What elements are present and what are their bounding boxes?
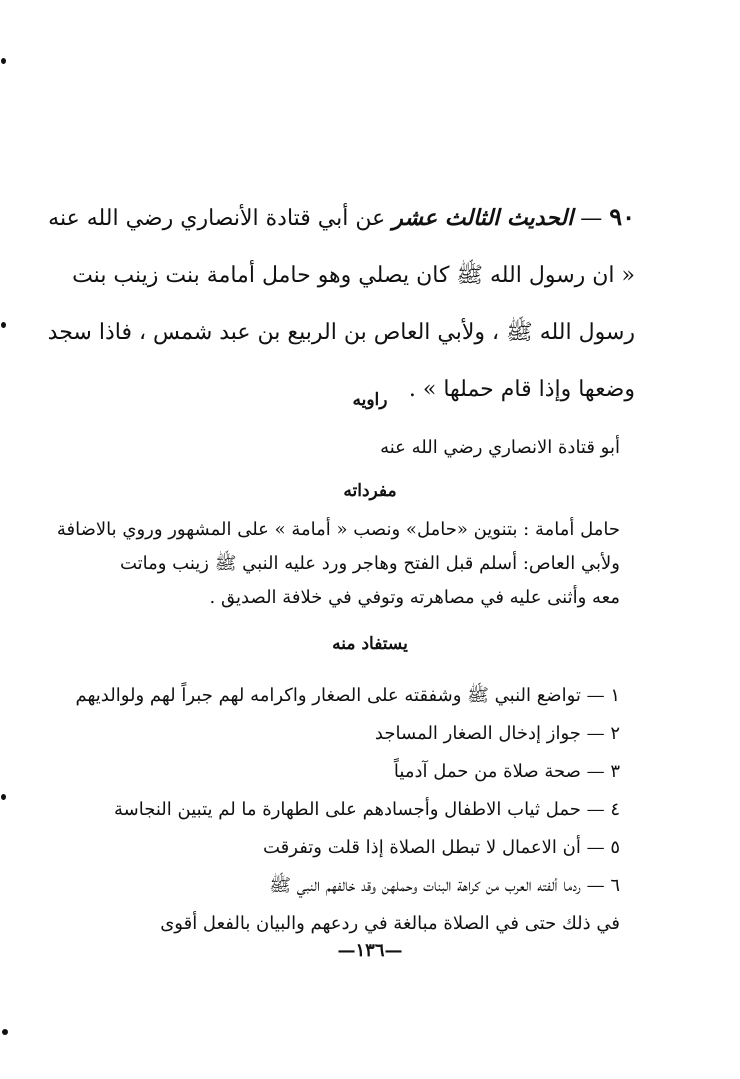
scan-speck — [2, 1029, 8, 1035]
vocab-heading: مفرداته — [343, 481, 397, 501]
hadith-text — [47, 188, 635, 418]
list-item: ٢ — جواز إدخال الصغار المساجد — [374, 723, 620, 744]
list-item: ٤ — حمل ثياب الاطفال وأجسادهم على الطهارة ما لم يتبين النجاسة — [114, 799, 620, 820]
page-number: —١٣٦— — [337, 940, 403, 961]
hadith-line: « ان رسول الله ﷺ كان يصلي وهو حامل أمامة بنت زينب بنت — [72, 263, 635, 288]
vocab-line: معه وأثنى عليه في مصاهرته وتوفي في خلافة الصديق . — [209, 587, 620, 608]
hadith-number: ٩٠ — [609, 202, 635, 231]
scan-speck — [1, 794, 6, 800]
narrator-text — [380, 437, 620, 458]
scan-speck — [1, 58, 6, 64]
list-item: في ذلك حتى في الصلاة مبالغة في ردعهم والبيان بالفعل أقوى — [160, 913, 620, 934]
narrator-line: أبو قتادة الانصاري رضي الله عنه — [380, 437, 620, 458]
benefits-list — [40, 677, 620, 943]
benefits-heading: يستفاد منه — [332, 634, 408, 654]
hadith-line: رسول الله ﷺ ، ولأبي العاص بن الربيع بن عبد شمس ، فاذا سجد — [47, 320, 635, 345]
hadith-line: وضعها وإذا قام حملها » . — [408, 377, 635, 402]
list-item: ٥ — أن الاعمال لا تبطل الصلاة إذا قلت وتفرقت — [262, 837, 620, 858]
list-item: ٣ — صحة صلاة من حمل آدمياً — [393, 761, 620, 782]
vocab-text — [56, 513, 620, 615]
narrator-heading: راويه — [352, 390, 388, 410]
list-item: ١ — تواضع النبي ﷺ وشفقته على الصغار واكرامه لهم جبراً لهم ولوالديهم — [75, 685, 620, 706]
hadith-line: ٩٠ — الحديث الثالث عشر عن أبي قتادة الأنصاري رضي الله عنه — [48, 202, 635, 231]
list-item: ٦ — ردما ألفته العرب من كراهة البنات وحملهن وقد خالفهم النبي ﷺ — [269, 875, 620, 896]
vocab-line: ولأبي العاص: أسلم قبل الفتح وهاجر ورد عليه النبي ﷺ زينب وماتت — [119, 553, 620, 574]
hadith-title: الحديث الثالث عشر — [392, 205, 574, 231]
hadith-line-text: عن أبي قتادة الأنصاري رضي الله عنه — [48, 206, 386, 231]
scan-speck — [1, 322, 6, 328]
vocab-line: حامل أمامة : بتنوين «حامل» ونصب « أمامة » على المشهور وروي بالاضافة — [56, 519, 620, 540]
